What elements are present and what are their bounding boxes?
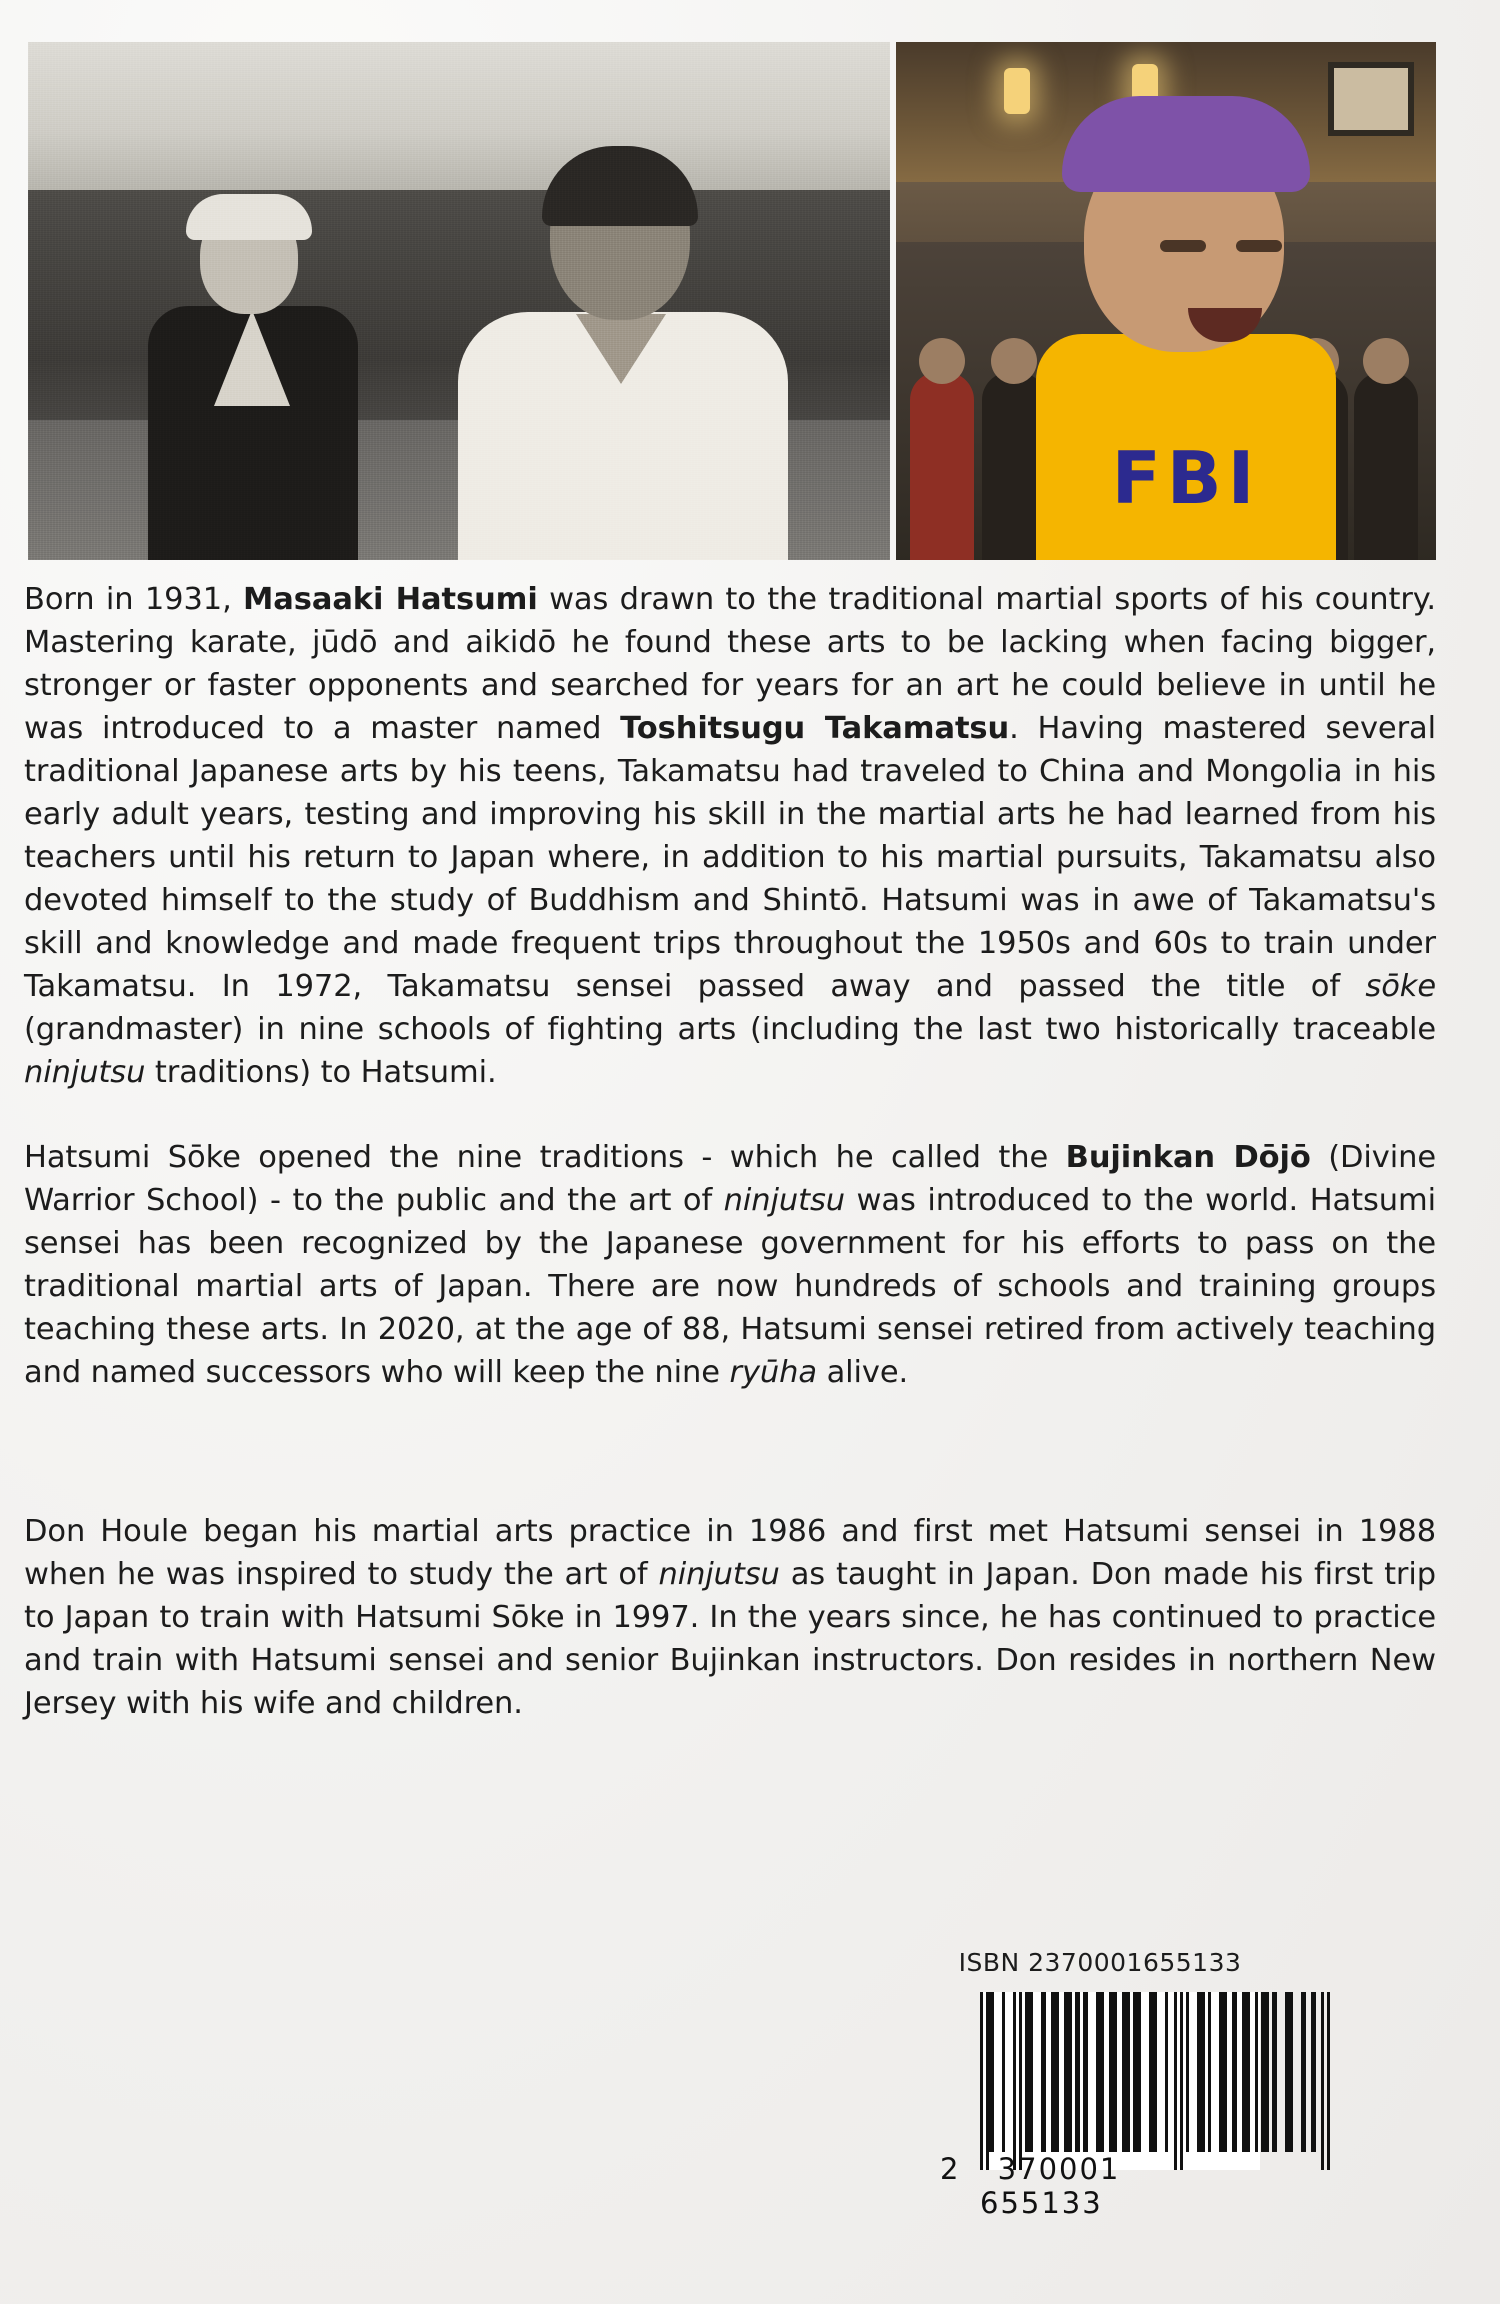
barcode-digit-group-2: 655133 <box>980 2186 1103 2220</box>
barcode-bar <box>1051 1992 1059 2152</box>
barcode-bar <box>1149 1992 1157 2152</box>
color-photo-hatsumi-dojo <box>896 42 1436 560</box>
barcode-bar <box>1285 1992 1293 2152</box>
isbn-block <box>950 1948 1250 1991</box>
crowd-person <box>1354 372 1418 560</box>
paragraph-bujinkan-history: Hatsumi Sōke opened the nine traditions - which he called the Bujinkan Dōjō (Divine Warrior School) - to the public and the art of ninjutsu was introduced to the world. Hatsumi sensei has been recognized by the Japanese government for his efforts to pass on the traditional martial arts of Japan. There are now hundreds of schools and training groups teaching these arts. In 2020, at the age of 88, Hatsumi sensei retired from actively teaching and named successors who will keep the nine ryūha alive. <box>24 1140 1436 1390</box>
barcode-bar <box>1064 1992 1072 2152</box>
photo-band <box>28 42 1436 560</box>
barcode-bar <box>1219 1992 1227 2152</box>
barcode-bars <box>980 1992 1330 2152</box>
vintage-photo-takamatsu-hatsumi <box>28 42 890 560</box>
barcode-space <box>1189 1992 1197 2152</box>
isbn-label: ISBN 2370001655133 <box>958 1948 1242 1977</box>
barcode-space <box>1293 1992 1301 2152</box>
hatsumi-purple-hair <box>1062 96 1310 192</box>
barcode-space <box>1157 1992 1165 2152</box>
back-cover-text <box>24 578 1436 1725</box>
barcode-space <box>1141 1992 1149 2152</box>
barcode-bar <box>1327 1992 1330 2170</box>
figure-hatsumi-portrait <box>1036 96 1336 560</box>
wall-frame <box>1328 62 1414 136</box>
ceiling-lamp-icon <box>1004 68 1030 114</box>
isbn-barcode <box>980 1992 1260 2170</box>
crowd-person <box>910 372 974 560</box>
hatsumi-eye-right <box>1236 240 1282 252</box>
paragraph-author-bio: Don Houle began his martial arts practice in 1986 and first met Hatsumi sensei in 1988 when he was inspired to study the art of ninjutsu as taught in Japan. Don made his first trip to Japan to train with Hatsumi Sōke in 1997. In the years since, he has continued to practice and train with Hatsumi sensei and senior Bujinkan instructors. Don resides in northern New Jersey with his wife and children. <box>24 1514 1436 1721</box>
barcode-digit-group-1: 370001 <box>997 2152 1121 2186</box>
barcode-space <box>1088 1992 1096 2152</box>
barcode-bar <box>1109 1992 1117 2152</box>
photo-film-grain <box>28 42 890 560</box>
barcode-bar <box>1096 1992 1104 2152</box>
barcode-digits <box>940 2152 1270 2220</box>
barcode-bar <box>1025 1992 1033 2152</box>
barcode-bar <box>1242 1992 1250 2152</box>
barcode-bar <box>1261 1992 1269 2152</box>
barcode-digit-prefix: 2 <box>940 2152 961 2186</box>
hatsumi-eye-left <box>1160 240 1206 252</box>
barcode-bar <box>1122 1992 1130 2152</box>
barcode-bar <box>1197 1992 1205 2152</box>
barcode-space <box>994 1992 1002 2152</box>
shirt-text: FBI <box>1111 436 1261 520</box>
barcode-space <box>1277 1992 1285 2152</box>
paragraph-hatsumi-biography: Born in 1931, Masaaki Hatsumi was drawn to the traditional martial sports of his country. Mastering karate, jūdō and aikidō he found these arts to be lacking when facing bigger, stronger or faster opponents and searched for years for an art he could believe in until he was introduced to a master named Toshitsugu Takamatsu. Having mastered several traditional Japanese arts by his teens, Takamatsu had traveled to China and Mongolia in his early adult years, testing and improving his skill in the martial arts he had learned from his teachers until his return to Japan where, in addition to his martial pursuits, Takamatsu also devoted himself to the study of Buddhism and Shintō. Hatsumi was in awe of Takamatsu's skill and knowledge and made frequent trips throughout the 1950s and 60s to train under Takamatsu. In 1972, Takamatsu sensei passed away and passed the title of sōke (grandmaster) in nine schools of fighting arts (including the last two historically traceable ninjutsu traditions) to Hatsumi. <box>24 582 1436 1090</box>
barcode-space <box>1033 1992 1041 2152</box>
barcode-bar <box>1133 1992 1141 2152</box>
barcode-space <box>1211 1992 1219 2152</box>
